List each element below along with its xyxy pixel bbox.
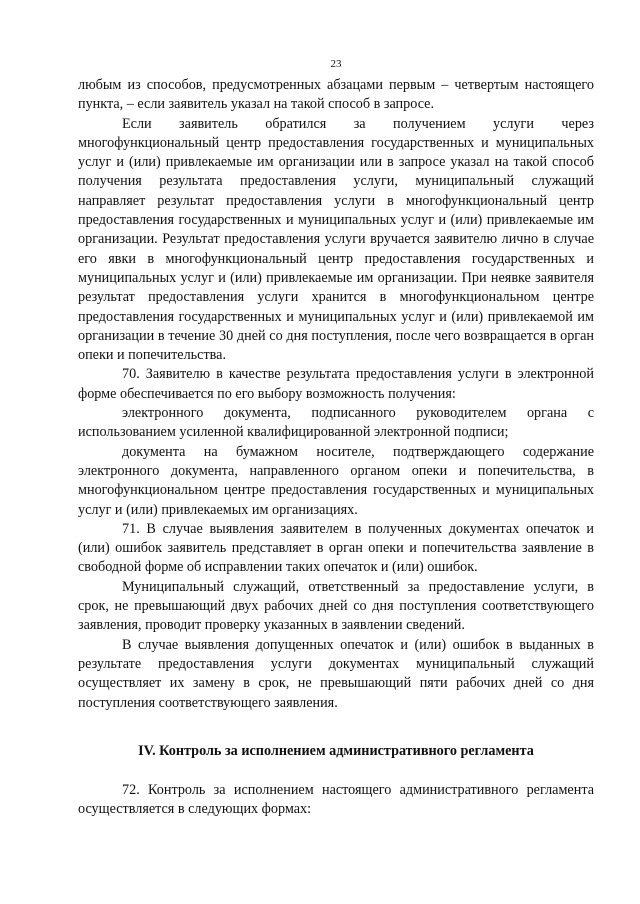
paragraph: любым из способов, предусмотренных абзацами первым – четвертым настоящего пункта, – если заявитель указал на такой способ в запросе. [78, 77, 594, 113]
page-number: 23 [330, 58, 342, 70]
paragraph: электронного документа, подписанного руководителем органа с использованием усиленной квалифицированной электронной подписи; [78, 405, 594, 441]
paragraph: Муниципальный служащий, ответственный за предоставление услуги, в срок, не превышающий двух рабочих дней со дня поступления соответствующего заявления, проводит проверку указанных в заявлении сведений. [78, 578, 594, 634]
paragraph: 72. Контроль за исполнением настоящего административного регламента осуществляется в следующих формах: [78, 781, 594, 818]
paragraph: документа на бумажном носителе, подтверждающего содержание электронного документа, направленного органом опеки и попечительства, в многофункциональном центре предоставления государственных и муниципальных услуг и (или) привлекаемых им организациях. [78, 443, 594, 518]
body-text-bottom [78, 781, 594, 820]
paragraph: В случае выявления допущенных опечаток и (или) ошибок в выданных в результате предоставления услуги документах муниципальный служащий осуществляет их замену в срок, не превышающий пяти рабочих дней со дня поступления соответствующего заявления. [78, 636, 594, 711]
paragraph: 70. Заявителю в качестве результата предоставления услуги в электронной форме обеспечивается по его выбору возможность получения: [78, 366, 594, 402]
paragraph: 71. В случае выявления заявителем в полученных документах опечаток и (или) ошибок заявитель представляет в орган опеки и попечительства заявление в свободной форме об исправлении таких опечаток и (или) ошибок. [78, 520, 594, 576]
body-text-top [78, 76, 594, 713]
section-heading: IV. Контроль за исполнением административного регламента [138, 742, 534, 759]
paragraph: Если заявитель обратился за получением услуги через многофункциональный центр предоставления государственных и муниципальных услуг и (или) привлекаемые им организации или в запросе указал на такой способ получения результата предоставления услуги, муниципальный служащий направляет результат предоставления услуги в многофункциональный центр предоставления государственных и муниципальных услуг и (или) привлекаемые им организации. Результат предоставления услуги вручается заявителю лично в случае его явки в многофункциональный центр предоставления государственных и муниципальных услуг и (или) привлекаемые им организации. При неявке заявителя результат предоставления услуги хранится в многофункциональном центре предоставления государственных и муниципальных услуг и (или) привлекаемой им организации в течение 30 дней со дня поступления, после чего возвращается в орган опеки и попечительства. [78, 115, 594, 364]
